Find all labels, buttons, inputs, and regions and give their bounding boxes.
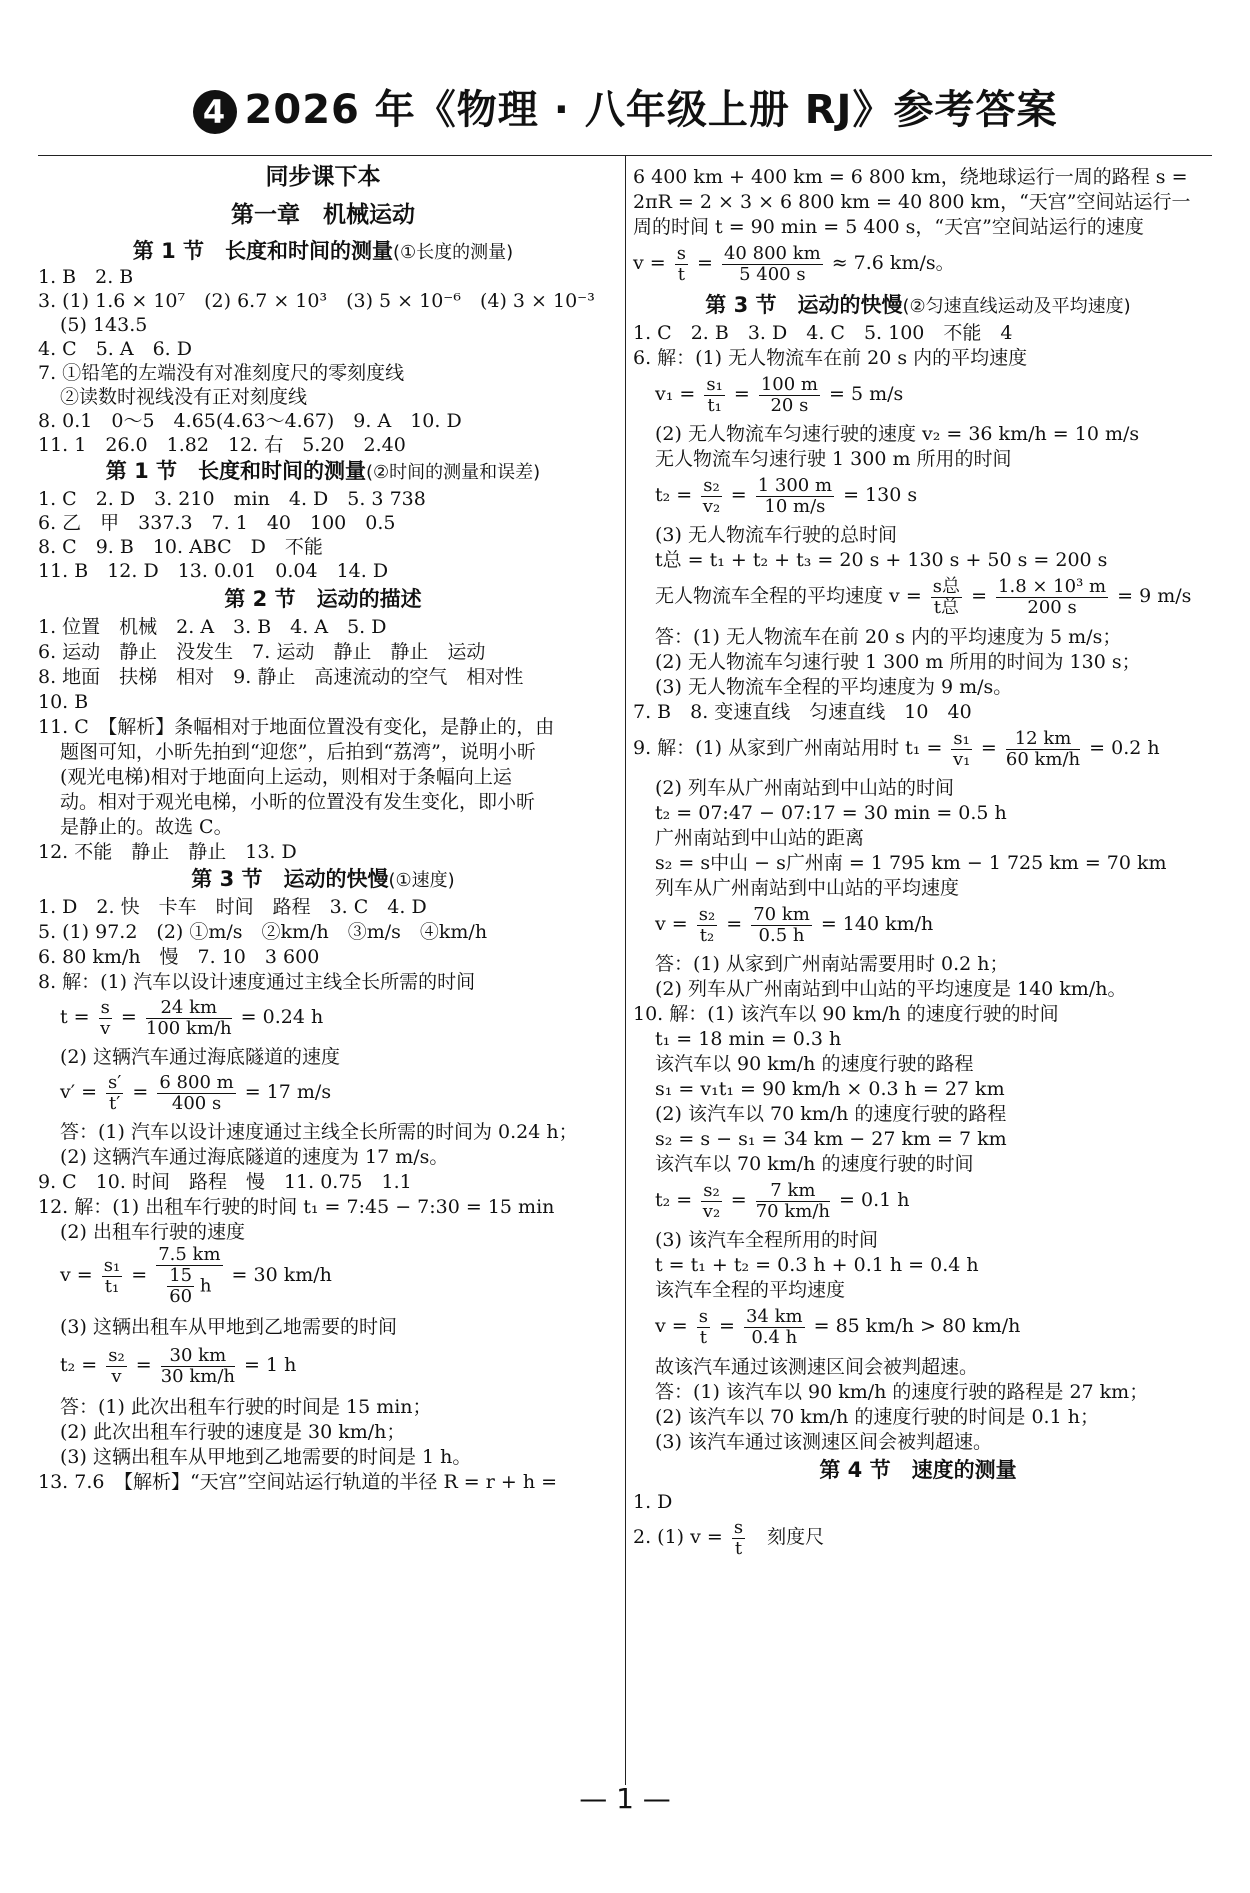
- answer-line: 6. 乙 甲 337.3 7. 1 40 100 0.5: [38, 512, 396, 534]
- answer-line: ②读数时视线没有正对刻度线: [60, 386, 308, 408]
- section-heading-4: 第 4 节 速度的测量: [819, 1458, 1017, 1482]
- answer-line: 11. B 12. D 13. 0.01 0.04 14. D: [38, 560, 389, 582]
- answer-line: 无人物流车匀速行驶 1 300 m 所用的时间: [655, 448, 1012, 470]
- answer-line: (2) 此次出租车行驶的速度是 30 km/h；: [60, 1421, 406, 1443]
- formula-line: v = $\frac{\text{s₂}}{\text{t₂}}$ = $\frac{70 km}{0.5 h}$ = 140 km/h: [655, 903, 934, 946]
- answer-line: 11. C 【解析】条幅相对于地面位置没有变化，是静止的，由: [38, 716, 555, 738]
- answer-line: (2) 该汽车以 70 km/h 的速度行驶的路程: [655, 1103, 1007, 1125]
- answer-line: 11. 1 26.0 1.82 12. 右 5.20 2.40: [38, 434, 406, 456]
- formula-line: 2. (1) v = $\frac{s}{t}$ 刻度尺: [633, 1516, 825, 1559]
- answer-line: (2) 出租车行驶的速度: [60, 1221, 245, 1243]
- answer-line: (3) 无人物流车全程的平均速度为 9 m/s。: [655, 676, 1013, 698]
- answer-line: 故该汽车通过该测速区间会被判超速。: [655, 1356, 979, 1378]
- answer-line: 该汽车以 90 km/h 的速度行驶的路程: [655, 1053, 974, 1075]
- answer-line: 13. 7.6 【解析】“天宫”空间站运行轨道的半径 R = r + h =: [38, 1471, 558, 1493]
- answer-line: (观光电梯)相对于地面向上运动，则相对于条幅向上运: [60, 766, 512, 788]
- answer-line: (2) 列车从广州南站到中山站的平均速度是 140 km/h。: [655, 978, 1127, 1000]
- answer-line: 12. 解：(1) 出租车行驶的时间 t₁ = 7:45 − 7:30 = 15 min: [38, 1196, 555, 1218]
- answer-line: 8. 地面 扶梯 相对 9. 静止 高速流动的空气 相对性: [38, 666, 524, 688]
- column-divider: [625, 155, 626, 1785]
- answer-line: 题图可知，小昕先拍到“迎您”，后拍到“荔湾”，说明小昕: [60, 741, 536, 763]
- answer-line: 6. 80 km/h 慢 7. 10 3 600: [38, 946, 320, 968]
- answer-line: 4. C 5. A 6. D: [38, 338, 192, 360]
- answer-line: 8. C 9. B 10. ABC D 不能: [38, 536, 323, 558]
- answer-line: s₂ = s中山 − s广州南 = 1 795 km − 1 725 km = 70 km: [655, 852, 1167, 874]
- section-heading-1b: 第 1 节 长度和时间的测量(②时间的测量和误差): [105, 459, 541, 483]
- answer-line: 1. D: [633, 1491, 673, 1513]
- answer-line: 1. D 2. 快 卡车 时间 路程 3. C 4. D: [38, 896, 427, 918]
- answer-line: (3) 这辆出租车从甲地到乙地需要的时间是 1 h。: [60, 1446, 472, 1468]
- book-heading: 同步课下本: [265, 164, 381, 190]
- answer-line: t₁ = 18 min = 0.3 h: [655, 1028, 842, 1050]
- formula-line: t = $\frac{s}{v}$ = $\frac{24 km}{100 km/h}$ = 0.24 h: [60, 996, 324, 1039]
- formula-line: v = $\frac{s}{t}$ = $\frac{34 km}{0.4 h}$ = 85 km/h > 80 km/h: [655, 1305, 1021, 1348]
- answer-line: 8. 0.1 0～5 4.65(4.63～4.67) 9. A 10. D: [38, 410, 462, 432]
- answer-line: 2πR = 2 × 3 × 6 800 km = 40 800 km，“天宫”空间站运行一: [633, 191, 1191, 213]
- answer-line: 答：(1) 汽车以设计速度通过主线全长所需的时间为 0.24 h；: [60, 1121, 578, 1143]
- answer-line: 1. C 2. D 3. 210 min 4. D 5. 3 738: [38, 488, 426, 510]
- answer-line: t总 = t₁ + t₂ + t₃ = 20 s + 130 s + 50 s = 200 s: [655, 549, 1108, 571]
- answer-line: 1. 位置 机械 2. A 3. B 4. A 5. D: [38, 616, 387, 638]
- answer-line: 周的时间 t = 90 min = 5 400 s，“天宫”空间站运行的速度: [633, 216, 1144, 238]
- answer-line: 答：(1) 无人物流车在前 20 s 内的平均速度为 5 m/s；: [655, 626, 1122, 648]
- answer-line: 3. (1) 1.6 × 10⁷ (2) 6.7 × 10³ (3) 5 × 10⁻⁶ (4) 3 × 10⁻³: [38, 290, 595, 312]
- answer-line: 该汽车以 70 km/h 的速度行驶的时间: [655, 1153, 974, 1175]
- answer-line: 是静止的。故选 C。: [60, 816, 233, 838]
- answer-line: (3) 该汽车全程所用的时间: [655, 1229, 878, 1251]
- answer-line: (2) 无人物流车匀速行驶的速度 v₂ = 36 km/h = 10 m/s: [655, 423, 1140, 445]
- answer-line: 答：(1) 从家到广州南站需要用时 0.2 h；: [655, 953, 1009, 975]
- page-number: — 1 —: [579, 1782, 671, 1815]
- answer-line: (3) 无人物流车行驶的总时间: [655, 524, 897, 546]
- answer-line: 12. 不能 静止 静止 13. D: [38, 841, 297, 863]
- answer-line: 广州南站到中山站的距离: [655, 827, 865, 849]
- section-heading-3: 第 3 节 运动的快慢(①速度): [191, 867, 455, 891]
- answer-line: (2) 这辆汽车通过海底隧道的速度为 17 m/s。: [60, 1146, 449, 1168]
- answer-line: (2) 列车从广州南站到中山站的时间: [655, 777, 954, 799]
- answer-line: t = t₁ + t₂ = 0.3 h + 0.1 h = 0.4 h: [655, 1254, 979, 1276]
- title-text: 2026 年《物理 · 八年级上册 RJ》参考答案: [244, 87, 1058, 133]
- formula-line: v′ = $\frac{s'}{t'}$ = $\frac{6 800 m}{400 s}$ = 17 m/s: [60, 1071, 332, 1114]
- formula-line: t₂ = $\frac{\text{s₂}}{v}$ = $\frac{30 km}{30 km/h}$ = 1 h: [60, 1344, 297, 1387]
- answer-line: (2) 该汽车以 70 km/h 的速度行驶的时间是 0.1 h；: [655, 1406, 1099, 1428]
- answer-line: 1. B 2. B: [38, 266, 134, 288]
- answer-line: 动。相对于观光电梯，小昕的位置没有发生变化，即小昕: [60, 791, 536, 813]
- answer-line: 7. ①铅笔的左端没有对准刻度尺的零刻度线: [38, 362, 405, 384]
- answer-line: 9. C 10. 时间 路程 慢 11. 0.75 1.1: [38, 1171, 412, 1193]
- answer-line: 列车从广州南站到中山站的平均速度: [655, 877, 960, 899]
- formula-line: t₂ = $\frac{\text{s₂}}{\text{v₂}}$ = $\frac{1 300 m}{10 m/s}$ = 130 s: [655, 474, 918, 517]
- chapter-heading: 第一章 机械运动: [231, 202, 415, 228]
- section-heading-2: 第 2 节 运动的描述: [224, 587, 422, 611]
- answer-line: 6. 解：(1) 无人物流车在前 20 s 内的平均速度: [633, 347, 1028, 369]
- formula-line: 无人物流车全程的平均速度 v = $\frac{\text{s总}}{\text{t总}}$ = $\frac{\text{1.8 × 10³ m}}{200 s}$ = 9 m/s: [655, 575, 1192, 618]
- answer-line: 1. C 2. B 3. D 4. C 5. 100 不能 4: [633, 322, 1013, 344]
- answer-line: 7. B 8. 变速直线 匀速直线 10 40: [633, 701, 972, 723]
- formula-line: t₂ = $\frac{\text{s₂}}{\text{v₂}}$ = $\frac{7 km}{70 km/h}$ = 0.1 h: [655, 1179, 910, 1222]
- answer-line: 6. 运动 静止 没发生 7. 运动 静止 静止 运动: [38, 641, 486, 663]
- answer-line: 答：(1) 该汽车以 90 km/h 的速度行驶的路程是 27 km；: [655, 1381, 1149, 1403]
- answer-line: 6 400 km + 400 km = 6 800 km，绕地球运行一周的路程 s =: [633, 166, 1188, 188]
- number-badge: 4: [193, 90, 237, 134]
- formula-line: v₁ = $\frac{\text{s₁}}{\text{t₁}}$ = $\frac{100 m}{20 s}$ = 5 m/s: [655, 373, 904, 416]
- answer-line: (2) 无人物流车匀速行驶 1 300 m 所用的时间为 130 s；: [655, 651, 1141, 673]
- section-heading-3b: 第 3 节 运动的快慢(②匀速直线运动及平均速度): [705, 293, 1131, 317]
- answer-line: 10. B: [38, 691, 89, 713]
- answer-line: t₂ = 07:47 − 07:17 = 30 min = 0.5 h: [655, 802, 1007, 824]
- answer-line: (2) 这辆汽车通过海底隧道的速度: [60, 1046, 340, 1068]
- answer-line: 答：(1) 此次出租车行驶的时间是 15 min；: [60, 1396, 432, 1418]
- answer-line: (5) 143.5: [60, 314, 148, 336]
- answer-line: (3) 这辆出租车从甲地到乙地需要的时间: [60, 1316, 397, 1338]
- section-heading-1a: 第 1 节 长度和时间的测量(①长度的测量): [132, 239, 514, 263]
- answer-line: 8. 解：(1) 汽车以设计速度通过主线全长所需的时间: [38, 971, 476, 993]
- answer-line: s₂ = s − s₁ = 34 km − 27 km = 7 km: [655, 1128, 1007, 1150]
- answer-line: 10. 解：(1) 该汽车以 90 km/h 的速度行驶的时间: [633, 1003, 1059, 1025]
- formula-line: v = $\frac{\text{s₁}}{\text{t₁}}$ = 7.5 km $\frac{15}{60}$ h = 30 km/h: [60, 1244, 332, 1307]
- answer-line: 该汽车全程的平均速度: [655, 1279, 846, 1301]
- formula-line: 9. 解：(1) 从家到广州南站用时 t₁ = $\frac{\text{s₁}}{\text{v₁}}$ = $\frac{12 km}{60 km/h}$ = 0.2 h: [633, 727, 1160, 770]
- answer-line: s₁ = v₁t₁ = 90 km/h × 0.3 h = 27 km: [655, 1078, 1005, 1100]
- formula-line: v = $\frac{s}{t}$ = $\frac{40 800 km}{5 400 s}$ ≈ 7.6 km/s。: [633, 242, 955, 285]
- page-title: [0, 78, 1250, 135]
- answer-line: (3) 该汽车通过该测速区间会被判超速。: [655, 1431, 992, 1453]
- answer-line: 5. (1) 97.2 (2) ①m/s ②km/h ③m/s ④km/h: [38, 921, 488, 943]
